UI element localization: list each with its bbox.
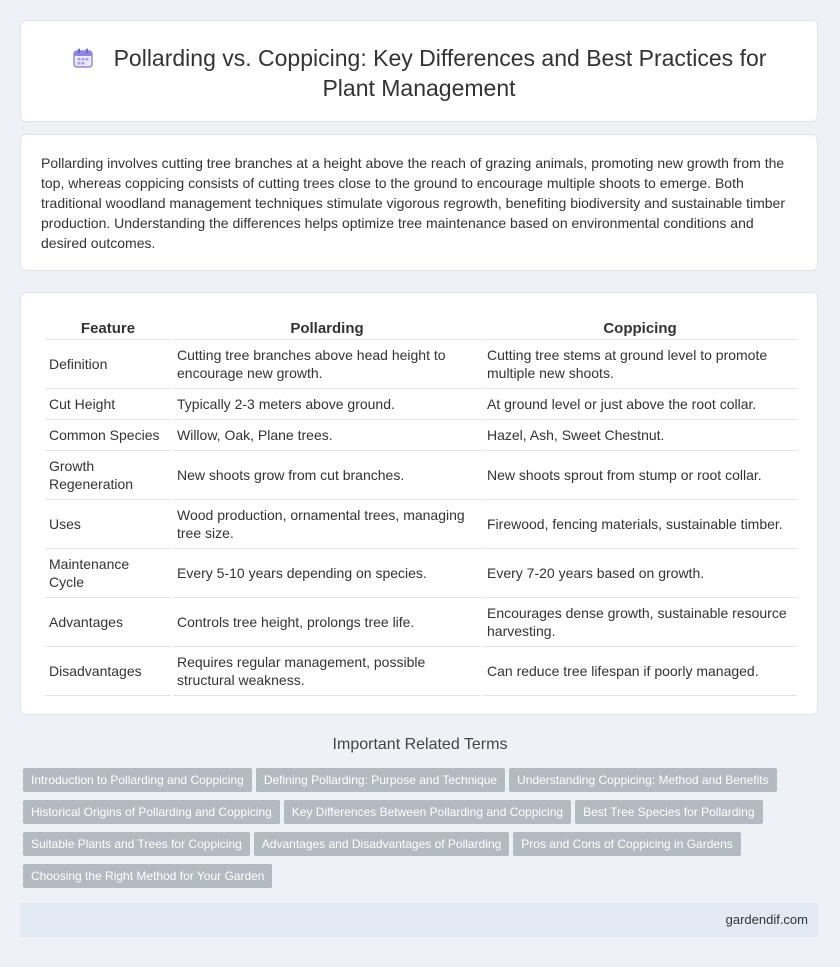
related-tag[interactable]: Historical Origins of Pollarding and Coppicing <box>23 800 280 824</box>
related-terms-tags <box>23 768 813 896</box>
cell-pollarding: Typically 2-3 meters above ground. <box>173 389 481 420</box>
cell-feature: Uses <box>45 500 171 549</box>
cell-feature: Disadvantages <box>45 647 171 696</box>
footer-bar <box>20 903 818 937</box>
cell-coppicing: Encourages dense growth, sustainable resource harvesting. <box>483 598 797 647</box>
header-feature: Feature <box>45 315 171 340</box>
table-row <box>45 647 797 696</box>
page-title <box>51 43 787 103</box>
cell-pollarding: New shoots grow from cut branches. <box>173 451 481 500</box>
related-tag[interactable]: Advantages and Disadvantages of Pollarding <box>254 832 510 856</box>
footer-site-link[interactable]: gardendif.com <box>725 912 808 927</box>
cell-coppicing: Cutting tree stems at ground level to promote multiple new shoots. <box>483 340 797 389</box>
table-row <box>45 420 797 451</box>
table-row <box>45 500 797 549</box>
table-row <box>45 549 797 598</box>
comparison-table <box>43 315 799 696</box>
calendar-icon <box>72 47 94 69</box>
cell-coppicing: Firewood, fencing materials, sustainable timber. <box>483 500 797 549</box>
cell-pollarding: Willow, Oak, Plane trees. <box>173 420 481 451</box>
cell-pollarding: Cutting tree branches above head height to encourage new growth. <box>173 340 481 389</box>
cell-feature: Definition <box>45 340 171 389</box>
cell-coppicing: Hazel, Ash, Sweet Chestnut. <box>483 420 797 451</box>
cell-feature: Advantages <box>45 598 171 647</box>
cell-coppicing: Can reduce tree lifespan if poorly managed. <box>483 647 797 696</box>
cell-coppicing: Every 7-20 years based on growth. <box>483 549 797 598</box>
related-terms-title: Important Related Terms <box>332 736 508 753</box>
cell-pollarding: Controls tree height, prolongs tree life. <box>173 598 481 647</box>
cell-pollarding: Wood production, ornamental trees, managing tree size. <box>173 500 481 549</box>
cell-pollarding: Requires regular management, possible structural weakness. <box>173 647 481 696</box>
header-coppicing: Coppicing <box>483 315 797 340</box>
cell-coppicing: New shoots sprout from stump or root collar. <box>483 451 797 500</box>
related-tag[interactable]: Introduction to Pollarding and Coppicing <box>23 768 252 792</box>
title-wrap <box>21 43 817 103</box>
related-tag[interactable]: Pros and Cons of Coppicing in Gardens <box>513 832 740 856</box>
table-row <box>45 598 797 647</box>
related-tag[interactable]: Choosing the Right Method for Your Garden <box>23 864 272 888</box>
cell-coppicing: At ground level or just above the root collar. <box>483 389 797 420</box>
related-tag[interactable]: Suitable Plants and Trees for Coppicing <box>23 832 250 856</box>
page-title-text: Pollarding vs. Coppicing: Key Differences and Best Practices for Plant Management <box>113 45 767 101</box>
cell-feature: Cut Height <box>45 389 171 420</box>
comparison-table-card <box>20 292 818 715</box>
table-row <box>45 389 797 420</box>
header-card <box>20 20 818 122</box>
related-tag[interactable]: Defining Pollarding: Purpose and Technique <box>256 768 505 792</box>
cell-feature: Growth Regeneration <box>45 451 171 500</box>
header-pollarding: Pollarding <box>173 315 481 340</box>
cell-feature: Maintenance Cycle <box>45 549 171 598</box>
table-row <box>45 451 797 500</box>
table-row <box>45 340 797 389</box>
intro-card <box>20 134 818 271</box>
related-tag[interactable]: Best Tree Species for Pollarding <box>575 800 762 824</box>
related-tag[interactable]: Understanding Coppicing: Method and Benefits <box>509 768 777 792</box>
related-tag[interactable]: Key Differences Between Pollarding and Coppicing <box>284 800 571 824</box>
intro-paragraph: Pollarding involves cutting tree branches at a height above the reach of grazing animals, promoting new growth from the top, whereas coppicing consists of cutting trees close to the ground to encourage multiple shoots to emerge. Both traditional woodland management techniques stimulate vigorous regrowth, benefiting biodiversity and sustainable timber production. Understanding the differences helps optimize tree maintenance based on environmental conditions and desired outcomes. <box>41 155 785 251</box>
cell-pollarding: Every 5-10 years depending on species. <box>173 549 481 598</box>
cell-feature: Common Species <box>45 420 171 451</box>
table-header-row <box>45 315 797 340</box>
